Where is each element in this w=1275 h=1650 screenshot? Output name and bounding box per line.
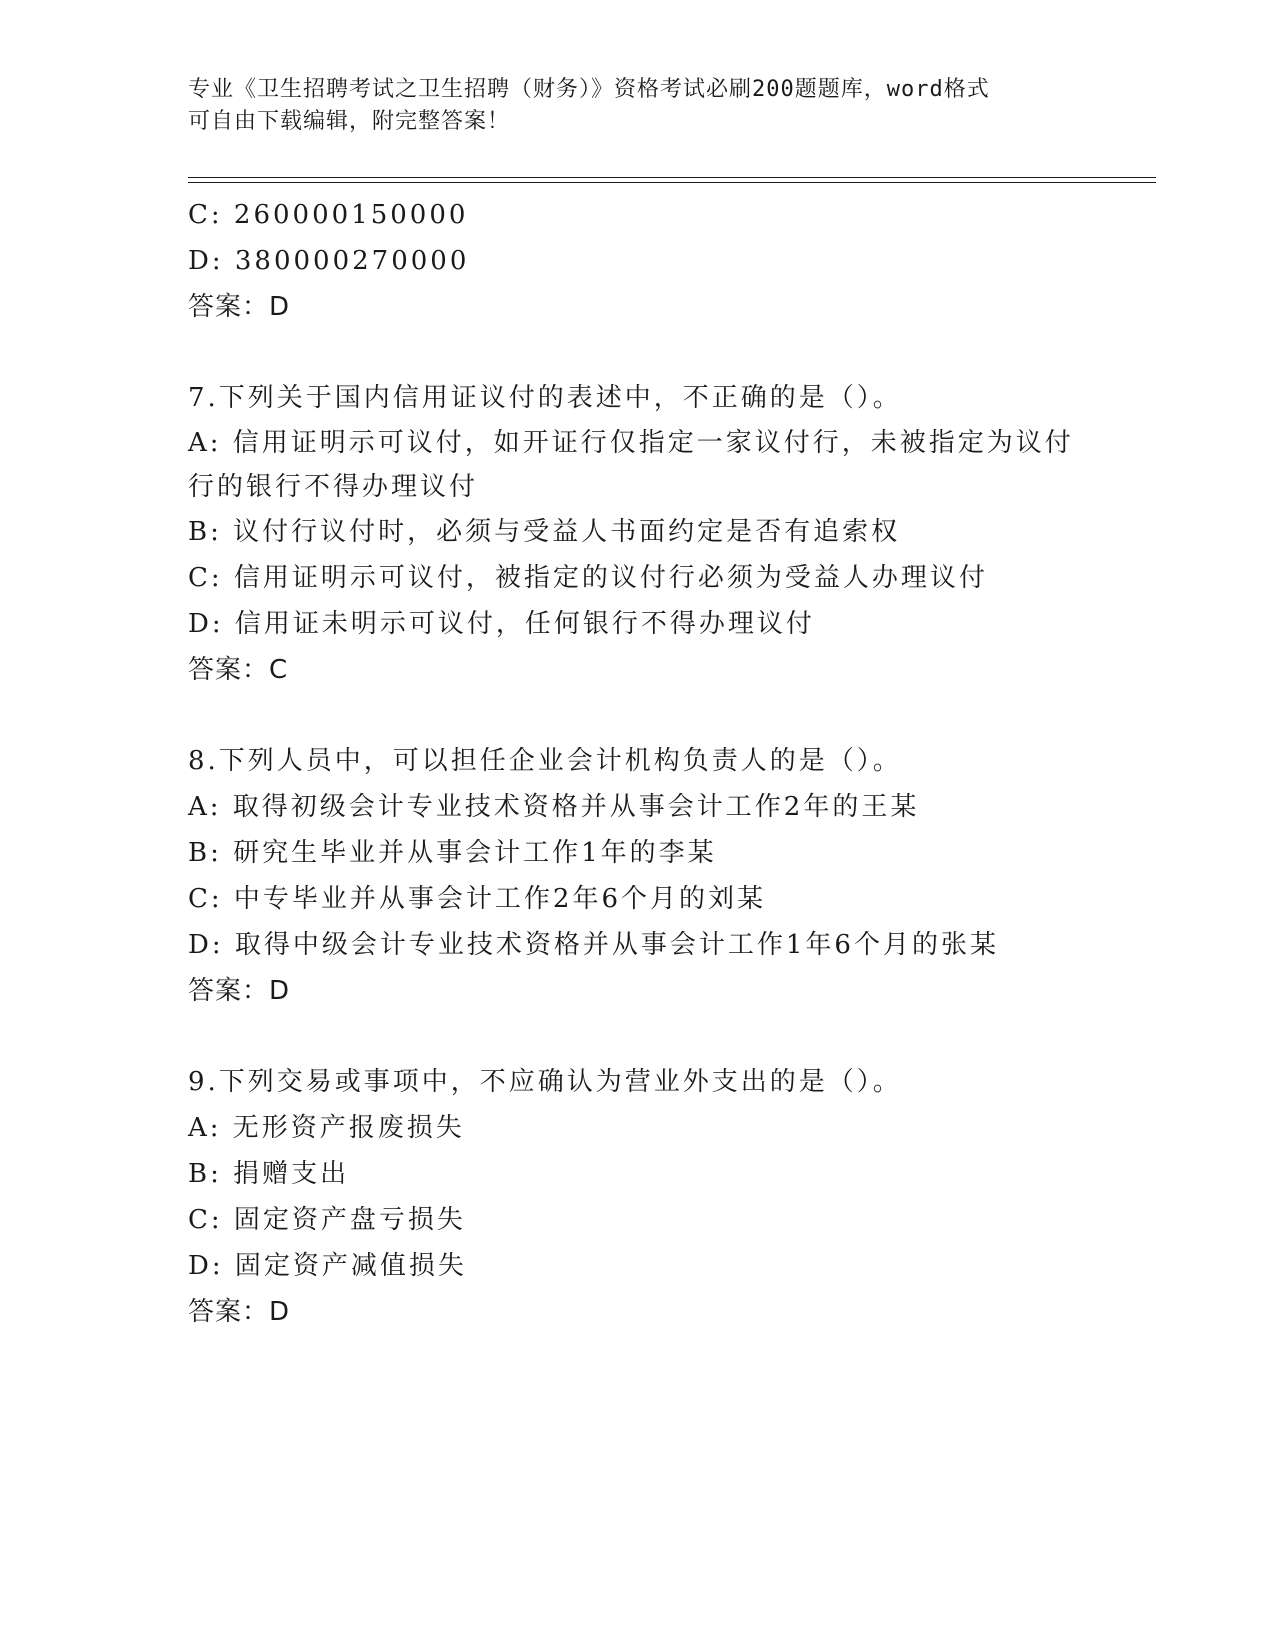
- question-8: [188, 738, 1088, 1014]
- option-d: D: 380000270000: [188, 246, 470, 276]
- option-c: C: 中专毕业并从事会计工作2年6个月的刘某: [188, 884, 767, 914]
- option-a: A: 信用证明示可议付，如开证行仅指定一家议付行，未被指定为议付: [188, 428, 1074, 458]
- header-divider-top: [188, 177, 1156, 178]
- spacer: [188, 693, 1088, 738]
- option-d: D: 固定资产减值损失: [188, 1251, 467, 1281]
- answer-line: 答案：D: [188, 976, 291, 1006]
- option-a: A: 取得初级会计专业技术资格并从事会计工作2年的王某: [188, 792, 920, 822]
- spacer: [188, 330, 1088, 375]
- question-stem: 7.下列关于国内信用证议付的表述中，不正确的是（）。: [188, 383, 902, 413]
- header-divider-bottom: [188, 182, 1156, 183]
- option-b: B: 议付行议付时，必须与受益人书面约定是否有追索权: [188, 517, 901, 547]
- previous-question-tail: [188, 192, 1088, 330]
- option-a: A: 无形资产报废损失: [188, 1113, 465, 1143]
- question-stem: 8.下列人员中，可以担任企业会计机构负责人的是（）。: [188, 746, 902, 776]
- option-c: C: 260000150000: [188, 200, 469, 230]
- option-a-continued: 行的银行不得办理议付: [188, 472, 479, 502]
- option-d: D: 信用证未明示可议付，任何银行不得办理议付: [188, 609, 815, 639]
- question-content: [188, 192, 1088, 1335]
- answer-line: 答案：D: [188, 292, 291, 322]
- question-9: [188, 1059, 1088, 1335]
- header-title-line-1: 专业《卫生招聘考试之卫生招聘（财务）》资格考试必刷200题题库，word格式: [188, 77, 990, 102]
- document-header: [188, 74, 1088, 138]
- answer-line: 答案：C: [188, 655, 289, 685]
- option-b: B: 研究生毕业并从事会计工作1年的李某: [188, 838, 717, 868]
- option-c: C: 信用证明示可议付，被指定的议付行必须为受益人办理议付: [188, 563, 988, 593]
- option-d: D: 取得中级会计专业技术资格并从事会计工作1年6个月的张某: [188, 930, 999, 960]
- option-b: B: 捐赠支出: [188, 1159, 350, 1189]
- spacer: [188, 1014, 1088, 1059]
- question-7: [188, 375, 1088, 693]
- answer-line: 答案：D: [188, 1297, 291, 1327]
- question-stem: 9.下列交易或事项中，不应确认为营业外支出的是（）。: [188, 1067, 902, 1097]
- option-c: C: 固定资产盘亏损失: [188, 1205, 466, 1235]
- header-title-line-2: 可自由下载编辑，附完整答案！: [188, 109, 511, 134]
